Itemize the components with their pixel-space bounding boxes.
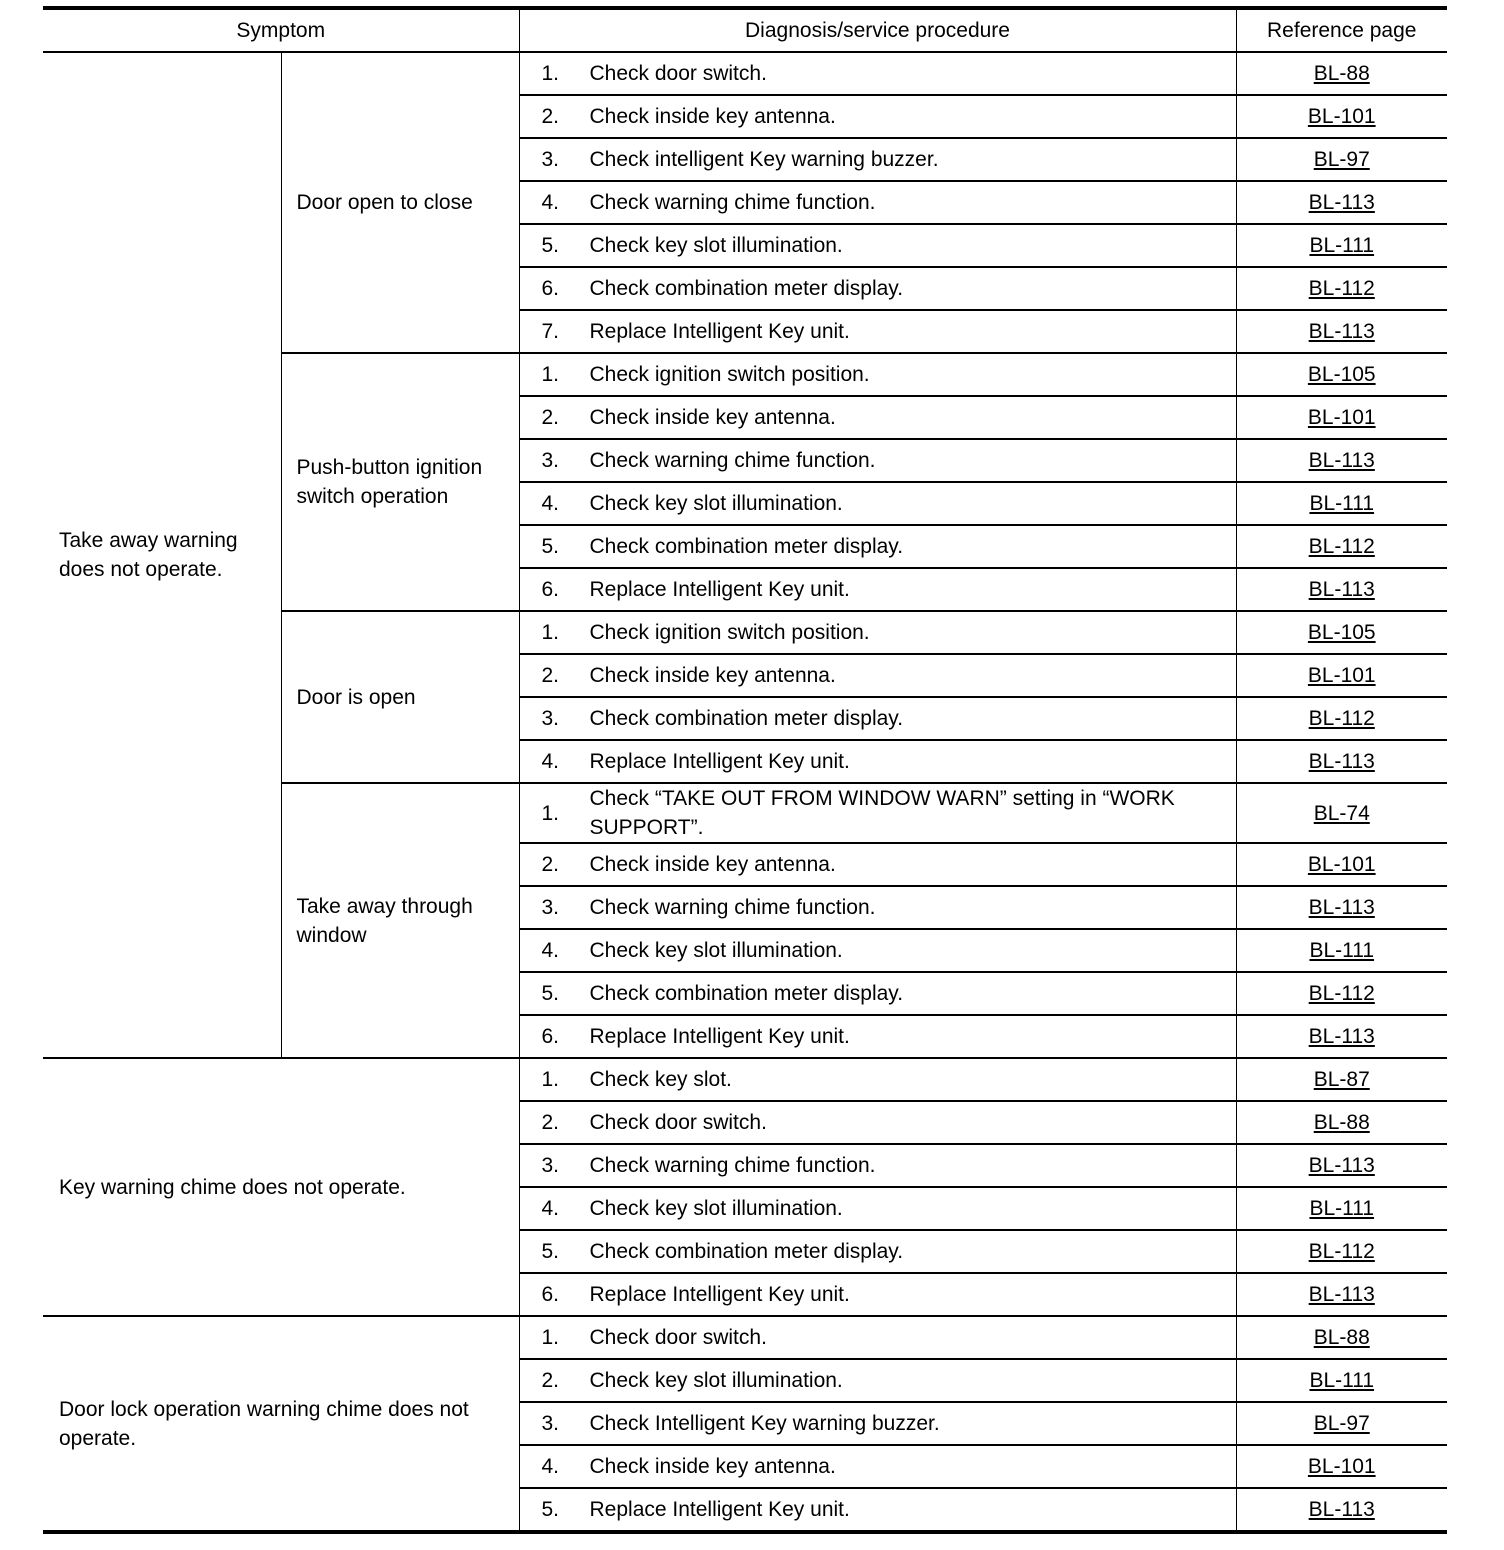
reference-link[interactable]: BL-101 xyxy=(1307,1455,1376,1478)
reference-link[interactable]: BL-88 xyxy=(1313,62,1370,85)
step-text: Check door switch. xyxy=(589,1111,767,1134)
step-number: 6. xyxy=(541,1283,560,1306)
reference-cell xyxy=(1236,1230,1447,1273)
reference-cell xyxy=(1236,1015,1447,1058)
reference-link[interactable]: BL-111 xyxy=(1309,492,1375,515)
procedure-cell xyxy=(519,1488,1236,1532)
procedure-cell xyxy=(519,654,1236,697)
reference-cell xyxy=(1236,740,1447,783)
step-number: 6. xyxy=(541,277,560,300)
step-text: Check inside key antenna. xyxy=(589,105,836,128)
step-number: 5. xyxy=(541,982,560,1005)
symptom-header: Symptom xyxy=(43,8,519,52)
step-text: Check inside key antenna. xyxy=(589,406,836,429)
step-text: Check combination meter display. xyxy=(589,982,904,1005)
step-text: Check combination meter display. xyxy=(589,535,904,558)
reference-link[interactable]: BL-111 xyxy=(1309,1369,1375,1392)
procedure-cell xyxy=(519,1359,1236,1402)
procedure-cell xyxy=(519,439,1236,482)
step-text: Check ignition switch position. xyxy=(589,621,870,644)
procedure-cell xyxy=(519,972,1236,1015)
step-number: 4. xyxy=(541,492,560,515)
reference-cell xyxy=(1236,1316,1447,1359)
reference-link[interactable]: BL-113 xyxy=(1308,320,1375,343)
reference-cell xyxy=(1236,1445,1447,1488)
diagnosis-table xyxy=(43,6,1447,1534)
step-number: 3. xyxy=(541,1154,560,1177)
step-number: 1. xyxy=(541,801,560,825)
reference-link[interactable]: BL-112 xyxy=(1308,982,1375,1005)
step-number: 5. xyxy=(541,1498,560,1521)
reference-link[interactable]: BL-97 xyxy=(1313,148,1370,171)
procedure-cell xyxy=(519,697,1236,740)
step-text: Check intelligent Key warning buzzer. xyxy=(589,148,939,171)
procedure-cell xyxy=(519,568,1236,611)
step-number: 1. xyxy=(541,363,560,386)
reference-cell xyxy=(1236,95,1447,138)
reference-link[interactable]: BL-113 xyxy=(1308,1154,1375,1177)
step-text: Check inside key antenna. xyxy=(589,1455,836,1478)
step-number: 5. xyxy=(541,535,560,558)
step-text: Check warning chime function. xyxy=(589,1154,876,1177)
step-number: 1. xyxy=(541,621,560,644)
reference-cell xyxy=(1236,353,1447,396)
step-text: Check “TAKE OUT FROM WINDOW WARN” setting in “WORK SUPPORT”. xyxy=(589,787,1175,839)
procedure-cell xyxy=(519,611,1236,654)
step-text: Replace Intelligent Key unit. xyxy=(589,320,850,343)
step-text: Replace Intelligent Key unit. xyxy=(589,578,850,601)
reference-link[interactable]: BL-113 xyxy=(1308,578,1375,601)
reference-cell xyxy=(1236,1359,1447,1402)
step-number: 6. xyxy=(541,578,560,601)
reference-link[interactable]: BL-113 xyxy=(1308,191,1375,214)
procedure-cell xyxy=(519,353,1236,396)
reference-link[interactable]: BL-113 xyxy=(1308,750,1375,773)
reference-cell xyxy=(1236,1144,1447,1187)
step-number: 2. xyxy=(541,1111,560,1134)
step-text: Check warning chime function. xyxy=(589,896,876,919)
step-text: Replace Intelligent Key unit. xyxy=(589,1283,850,1306)
procedure-cell xyxy=(519,843,1236,886)
procedure-cell xyxy=(519,1015,1236,1058)
symptom-cell: Door lock operation warning chime does not operate. xyxy=(43,1316,519,1532)
step-text: Check inside key antenna. xyxy=(589,853,836,876)
reference-link[interactable]: BL-113 xyxy=(1308,896,1375,919)
reference-cell xyxy=(1236,1187,1447,1230)
reference-cell xyxy=(1236,138,1447,181)
step-text: Replace Intelligent Key unit. xyxy=(589,750,850,773)
step-text: Check combination meter display. xyxy=(589,707,904,730)
step-number: 1. xyxy=(541,62,560,85)
reference-link[interactable]: BL-88 xyxy=(1313,1111,1370,1134)
step-number: 3. xyxy=(541,449,560,472)
reference-cell xyxy=(1236,1488,1447,1532)
step-number: 2. xyxy=(541,105,560,128)
header-row xyxy=(43,8,1447,52)
step-number: 3. xyxy=(541,148,560,171)
step-text: Replace Intelligent Key unit. xyxy=(589,1498,850,1521)
reference-link[interactable]: BL-111 xyxy=(1309,234,1375,257)
condition-cell: Take away through window xyxy=(281,783,519,1058)
step-number: 2. xyxy=(541,664,560,687)
reference-link[interactable]: BL-113 xyxy=(1308,1283,1375,1306)
reference-cell xyxy=(1236,1101,1447,1144)
table-row xyxy=(43,52,1447,95)
reference-link[interactable]: BL-113 xyxy=(1308,449,1375,472)
procedure-cell xyxy=(519,1144,1236,1187)
procedure-header: Diagnosis/service procedure xyxy=(519,8,1236,52)
reference-link[interactable]: BL-97 xyxy=(1313,1412,1370,1435)
step-text: Check ignition switch position. xyxy=(589,363,870,386)
step-number: 2. xyxy=(541,1369,560,1392)
procedure-cell xyxy=(519,525,1236,568)
step-number: 1. xyxy=(541,1326,560,1349)
reference-cell xyxy=(1236,267,1447,310)
step-text: Check inside key antenna. xyxy=(589,664,836,687)
reference-cell xyxy=(1236,654,1447,697)
procedure-cell xyxy=(519,1101,1236,1144)
step-number: 3. xyxy=(541,707,560,730)
procedure-cell xyxy=(519,181,1236,224)
procedure-cell xyxy=(519,267,1236,310)
reference-cell xyxy=(1236,525,1447,568)
procedure-cell xyxy=(519,740,1236,783)
reference-link[interactable]: BL-111 xyxy=(1309,1197,1375,1220)
procedure-cell xyxy=(519,929,1236,972)
procedure-cell xyxy=(519,1230,1236,1273)
reference-link[interactable]: BL-112 xyxy=(1308,277,1375,300)
reference-link[interactable]: BL-111 xyxy=(1309,939,1375,962)
reference-link[interactable]: BL-87 xyxy=(1313,1068,1370,1091)
reference-cell xyxy=(1236,52,1447,95)
reference-cell xyxy=(1236,843,1447,886)
reference-cell xyxy=(1236,1402,1447,1445)
reference-link[interactable]: BL-105 xyxy=(1307,621,1376,644)
reference-cell xyxy=(1236,568,1447,611)
condition-cell: Door open to close xyxy=(281,52,519,353)
reference-cell xyxy=(1236,1058,1447,1101)
reference-link[interactable]: BL-112 xyxy=(1308,707,1375,730)
procedure-cell xyxy=(519,1187,1236,1230)
step-number: 4. xyxy=(541,1455,560,1478)
step-text: Check key slot illumination. xyxy=(589,1197,843,1220)
step-number: 2. xyxy=(541,406,560,429)
reference-cell xyxy=(1236,224,1447,267)
step-text: Check key slot. xyxy=(589,1068,732,1091)
reference-cell xyxy=(1236,439,1447,482)
step-text: Check key slot illumination. xyxy=(589,1369,843,1392)
condition-cell: Door is open xyxy=(281,611,519,783)
reference-cell xyxy=(1236,697,1447,740)
step-text: Check key slot illumination. xyxy=(589,492,843,515)
step-number: 2. xyxy=(541,853,560,876)
procedure-cell xyxy=(519,482,1236,525)
table-body xyxy=(43,52,1447,1532)
step-text: Check warning chime function. xyxy=(589,449,876,472)
reference-link[interactable]: BL-112 xyxy=(1308,535,1375,558)
procedure-cell xyxy=(519,52,1236,95)
procedure-cell xyxy=(519,310,1236,353)
procedure-cell xyxy=(519,138,1236,181)
reference-link[interactable]: BL-101 xyxy=(1307,105,1376,128)
table-row xyxy=(43,1058,1447,1101)
step-number: 3. xyxy=(541,896,560,919)
reference-link[interactable]: BL-105 xyxy=(1307,363,1376,386)
step-text: Check combination meter display. xyxy=(589,277,904,300)
step-number: 5. xyxy=(541,234,560,257)
condition-cell: Push-button ignition switch operation xyxy=(281,353,519,611)
step-number: 7. xyxy=(541,320,560,343)
step-text: Check door switch. xyxy=(589,62,767,85)
step-number: 1. xyxy=(541,1068,560,1091)
reference-cell xyxy=(1236,310,1447,353)
step-number: 4. xyxy=(541,1197,560,1220)
reference-link[interactable]: BL-74 xyxy=(1313,801,1370,825)
step-text: Replace Intelligent Key unit. xyxy=(589,1025,850,1048)
procedure-cell xyxy=(519,396,1236,439)
step-text: Check door switch. xyxy=(589,1326,767,1349)
step-text: Check key slot illumination. xyxy=(589,939,843,962)
step-number: 4. xyxy=(541,750,560,773)
reference-cell xyxy=(1236,181,1447,224)
procedure-cell xyxy=(519,1402,1236,1445)
reference-link[interactable]: BL-113 xyxy=(1308,1498,1375,1521)
step-text: Check combination meter display. xyxy=(589,1240,904,1263)
procedure-cell xyxy=(519,886,1236,929)
reference-cell xyxy=(1236,482,1447,525)
reference-cell xyxy=(1236,886,1447,929)
reference-cell xyxy=(1236,611,1447,654)
procedure-cell xyxy=(519,1445,1236,1488)
reference-link[interactable]: BL-88 xyxy=(1313,1326,1370,1349)
reference-link[interactable]: BL-112 xyxy=(1308,1240,1375,1263)
step-text: Check key slot illumination. xyxy=(589,234,843,257)
step-text: Check Intelligent Key warning buzzer. xyxy=(589,1412,940,1435)
procedure-cell xyxy=(519,95,1236,138)
reference-link[interactable]: BL-101 xyxy=(1307,406,1376,429)
reference-header: Reference page xyxy=(1236,8,1447,52)
step-number: 3. xyxy=(541,1412,560,1435)
step-number: 6. xyxy=(541,1025,560,1048)
symptom-cell: Key warning chime does not operate. xyxy=(43,1058,519,1316)
procedure-cell xyxy=(519,1316,1236,1359)
reference-cell xyxy=(1236,783,1447,843)
step-text: Check warning chime function. xyxy=(589,191,876,214)
reference-link[interactable]: BL-113 xyxy=(1308,1025,1375,1048)
step-number: 4. xyxy=(541,939,560,962)
table-row xyxy=(43,1316,1447,1359)
step-number: 5. xyxy=(541,1240,560,1263)
step-number: 4. xyxy=(541,191,560,214)
procedure-cell xyxy=(519,224,1236,267)
procedure-cell xyxy=(519,1058,1236,1101)
reference-link[interactable]: BL-101 xyxy=(1307,853,1376,876)
procedure-cell xyxy=(519,783,1236,843)
reference-link[interactable]: BL-101 xyxy=(1307,664,1376,687)
reference-cell xyxy=(1236,972,1447,1015)
procedure-cell xyxy=(519,1273,1236,1316)
symptom-cell: Take away warning does not operate. xyxy=(43,52,281,1058)
reference-cell xyxy=(1236,1273,1447,1316)
reference-cell xyxy=(1236,929,1447,972)
reference-cell xyxy=(1236,396,1447,439)
